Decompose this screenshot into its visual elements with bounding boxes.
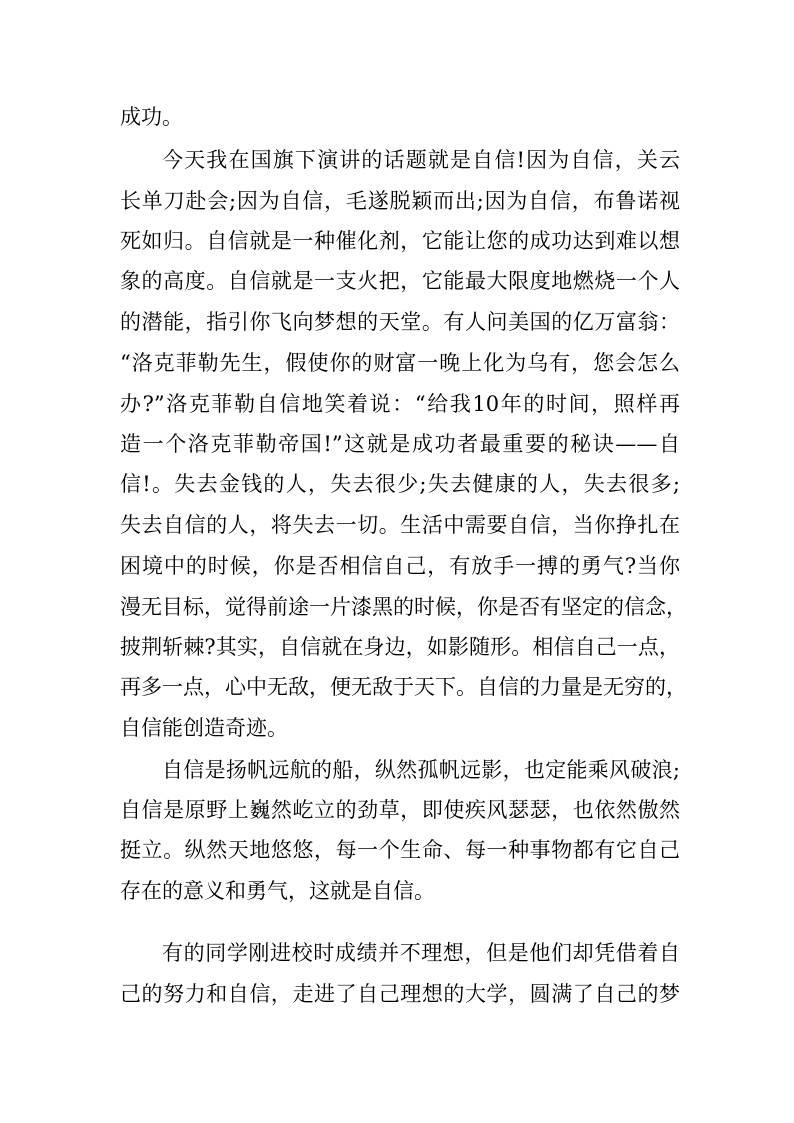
text-line: 信!。失去金钱的人，失去很少;失去健康的人，失去很多;	[120, 472, 680, 496]
text-line: 成功。	[120, 105, 183, 129]
text-line: 漫无目标，觉得前途一片漆黑的时候，你是否有坚定的信念，	[120, 595, 687, 619]
text-line: 自信是原野上巍然屹立的劲草，即使疾风瑟瑟，也依然傲然	[120, 798, 680, 822]
text-line: 象的高度。自信就是一支火把，它能最大限度地燃烧一个人	[120, 269, 680, 293]
text-line: 今天我在国旗下演讲的话题就是自信!因为自信，关云	[162, 148, 680, 172]
text-line: 有的同学刚进校时成绩并不理想，但是他们却凭借着自	[162, 941, 680, 965]
text-line: 再多一点，心中无敌，便无敌于天下。自信的力量是无穷的，	[120, 675, 687, 699]
text-line: 的潜能，指引你飞向梦想的天堂。有人问美国的亿万富翁：	[120, 310, 680, 334]
text-line: 造一个洛克菲勒帝国!”这就是成功者最重要的秘诀——自	[120, 432, 680, 456]
text-line: 失去自信的人，将失去一切。生活中需要自信，当你挣扎在	[120, 513, 680, 537]
text-line: 存在的意义和勇气，这就是自信。	[120, 879, 435, 903]
text-line: “洛克菲勒先生，假使你的财富一晚上化为乌有，您会怎么	[120, 351, 680, 375]
text-line: 自信能创造奇迹。	[120, 716, 288, 740]
text-line: 死如归。自信就是一种催化剂，它能让您的成功达到难以想	[120, 229, 680, 253]
text-line: 披荆斩棘?其实，自信就在身边，如影随形。相信自己一点，	[120, 635, 680, 659]
text-line: 困境中的时候，你是否相信自己，有放手一搏的勇气?当你	[120, 554, 680, 578]
text-line: 长单刀赴会;因为自信，毛遂脱颖而出;因为自信，布鲁诺视	[120, 189, 680, 213]
text-line: 办?”洛克菲勒自信地笑着说：“给我10年的时间，照样再	[120, 392, 680, 416]
text-line: 挺立。纵然天地悠悠，每一个生命、每一种事物都有它自己	[120, 838, 680, 862]
text-line: 己的努力和自信，走进了自己理想的大学，圆满了自己的梦	[120, 982, 680, 1006]
text-line: 自信是扬帆远航的船，纵然孤帆远影，也定能乘风破浪;	[162, 758, 680, 782]
